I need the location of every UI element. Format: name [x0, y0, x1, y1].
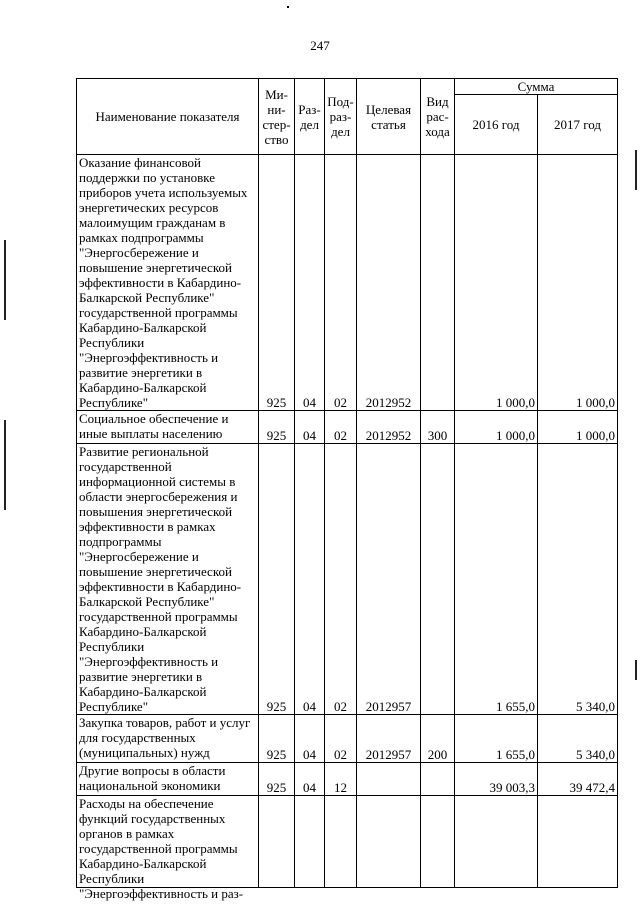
page-number: 247: [310, 38, 330, 53]
table-row: [77, 715, 618, 763]
header-target: Целевая статья: [357, 79, 421, 155]
row-target: 2012957: [357, 444, 421, 715]
row-2017: 1 000,0: [538, 155, 618, 411]
row-name: Социальное обеспечение и иные выплаты населению: [77, 411, 259, 444]
scan-speck: [287, 6, 289, 8]
row-subsection: 02: [325, 155, 357, 411]
header-ministry: Ми-ни-стер-ство: [259, 79, 295, 155]
row-subsection: 12: [325, 763, 357, 796]
scan-edge-mark: [4, 240, 6, 320]
table-row: [77, 155, 618, 411]
row-name: Другие вопросы в области национальной экономики: [77, 763, 259, 796]
header-year-2016: 2016 год: [455, 95, 538, 155]
row-section: 04: [295, 763, 325, 796]
row-expense-type: [421, 763, 455, 796]
row-ministry: 925: [259, 155, 295, 411]
table-row: [77, 796, 618, 888]
row-name-text: Расходы на обеспечение функций государственных органов в рамках государственной программы Кабардино-Балкарской Республики "Энергоэффективность и раз-: [79, 796, 244, 901]
row-2017: [538, 796, 618, 888]
row-2016: 1 655,0: [455, 715, 538, 763]
scan-edge-mark: [635, 150, 637, 190]
row-target: 2012952: [357, 155, 421, 411]
row-2016: 1 000,0: [455, 155, 538, 411]
table-row: [77, 444, 618, 715]
row-expense-type: 300: [421, 411, 455, 444]
row-section: 04: [295, 444, 325, 715]
row-target: 2012952: [357, 411, 421, 444]
row-ministry: 925: [259, 715, 295, 763]
row-2016: 1 000,0: [455, 411, 538, 444]
row-target: [357, 763, 421, 796]
row-subsection: 02: [325, 444, 357, 715]
header-sum: Сумма: [455, 79, 618, 95]
scan-edge-mark: [4, 420, 6, 510]
row-2017: 5 340,0: [538, 444, 618, 715]
table-row: [77, 411, 618, 444]
row-ministry: [259, 796, 295, 888]
row-name: Закупка товаров, работ и услуг для государственных (муниципальных) нужд: [77, 715, 259, 763]
table-row: [77, 763, 618, 796]
scan-edge-mark: [635, 660, 637, 680]
budget-table: [76, 78, 618, 901]
row-name: [77, 796, 259, 901]
row-name: Оказание финансовой поддержки по установке приборов учета используемых энергетических ресурсов малоимущим гражданам в рамках подпрограммы "Энергосбережение и повышение энергетической эффективности в Кабардино-Балкарской Республике" государственной программы Кабардино-Балкарской Республики "Энергоэффективность и развитие энергетики в Кабардино-Балкарской Республике": [77, 155, 259, 411]
row-2016: 1 655,0: [455, 444, 538, 715]
header-name: Наименование показателя: [77, 79, 259, 155]
row-2016: 39 003,3: [455, 763, 538, 796]
row-2017: 1 000,0: [538, 411, 618, 444]
header-expense-type: Вид рас-хода: [421, 79, 455, 155]
row-target: [357, 796, 421, 888]
row-section: 04: [295, 411, 325, 444]
row-section: 04: [295, 155, 325, 411]
row-subsection: [325, 796, 357, 888]
row-expense-type: [421, 444, 455, 715]
row-2017: 39 472,4: [538, 763, 618, 796]
row-ministry: 925: [259, 763, 295, 796]
row-name: Развитие региональной государственной информационной системы в области энергосбережения и повышения энергетической эффективности в рамках подпрограммы "Энергосбережение и повышение энергетической эффективности в Кабардино-Балкарской Республике" государственной программы Кабардино-Балкарской Республики "Энергоэффективность и развитие энергетики в Кабардино-Балкарской Республике": [77, 444, 259, 715]
row-2017: 5 340,0: [538, 715, 618, 763]
row-expense-type: [421, 796, 455, 888]
header-section: Раз-дел: [295, 79, 325, 155]
header-subsection: Под-раз-дел: [325, 79, 357, 155]
row-subsection: 02: [325, 715, 357, 763]
row-expense-type: 200: [421, 715, 455, 763]
row-ministry: 925: [259, 444, 295, 715]
row-subsection: 02: [325, 411, 357, 444]
row-ministry: 925: [259, 411, 295, 444]
row-2016: [455, 796, 538, 888]
row-target: 2012957: [357, 715, 421, 763]
row-section: [295, 796, 325, 888]
row-section: 04: [295, 715, 325, 763]
row-expense-type: [421, 155, 455, 411]
header-year-2017: 2017 год: [538, 95, 618, 155]
